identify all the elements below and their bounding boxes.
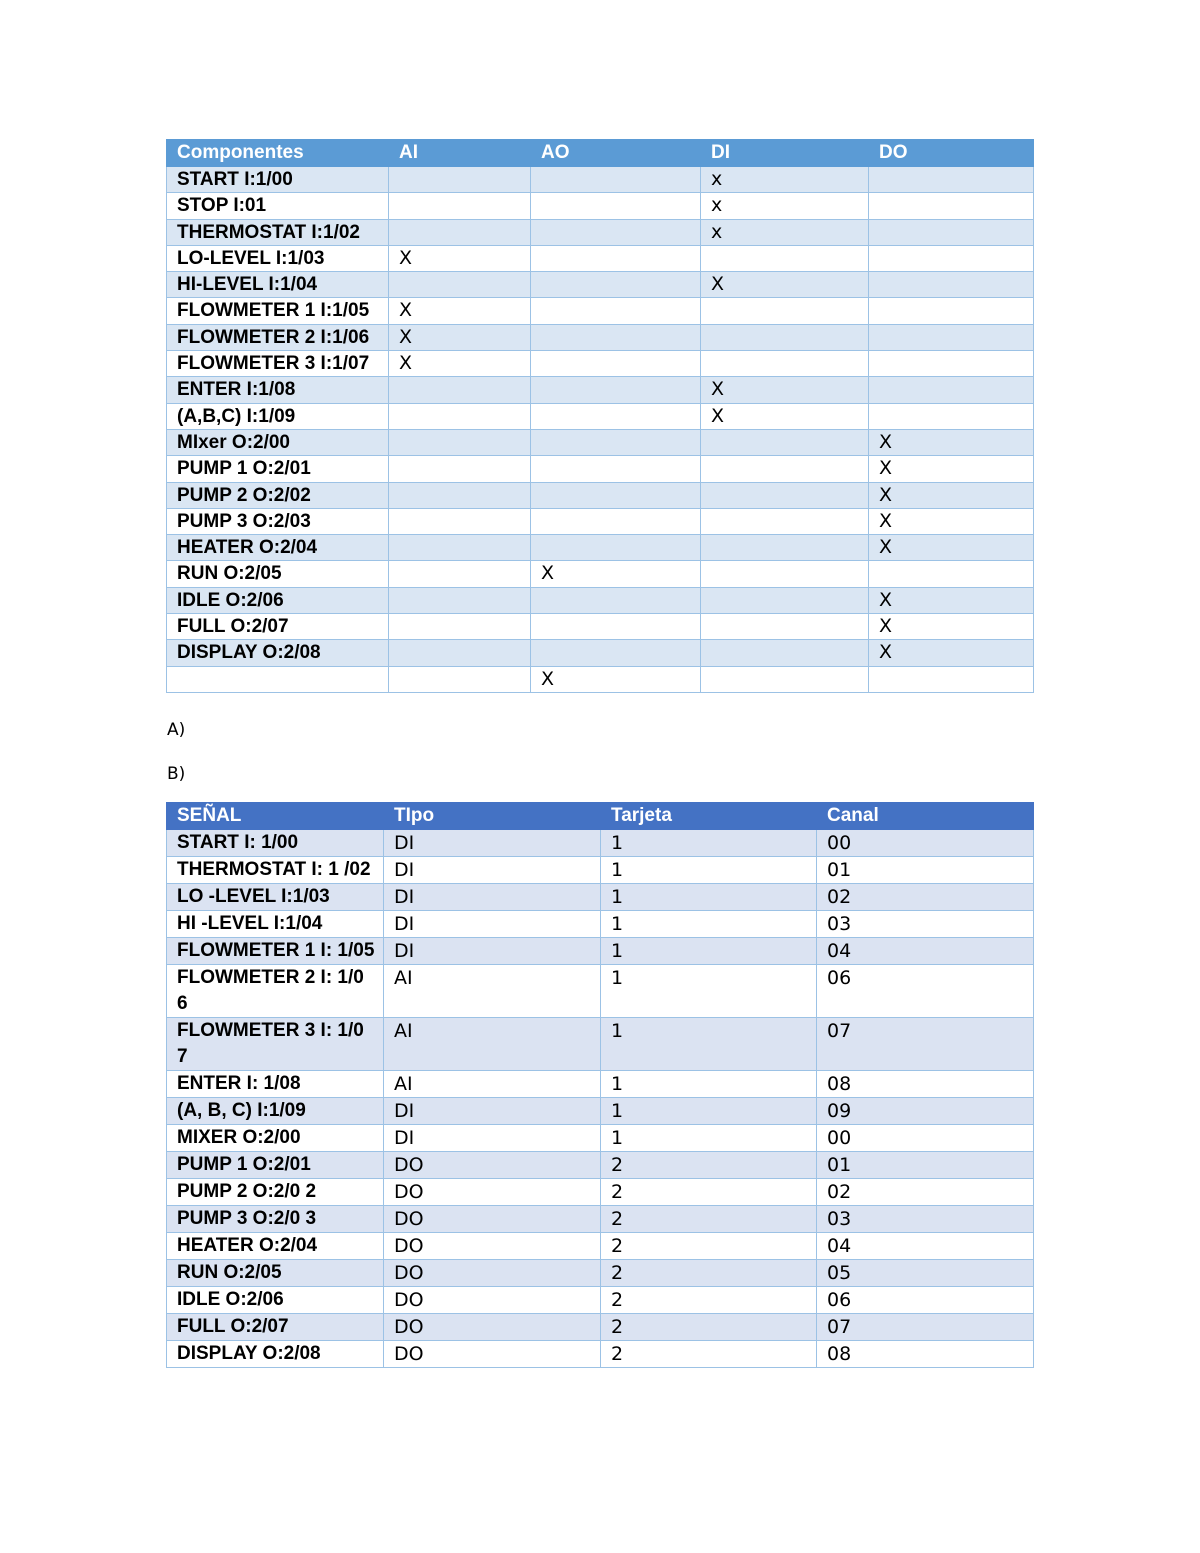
- card-cell: 1: [601, 884, 817, 911]
- signal-cell: PUMP 3 O:2/0 3: [167, 1206, 384, 1233]
- signal-cell: (A, B, C) I:1/09: [167, 1098, 384, 1125]
- table-row: [167, 219, 1034, 245]
- card-cell: 2: [601, 1341, 817, 1368]
- component-cell: (A,B,C) I:1/09: [167, 403, 389, 429]
- type-cell: DO: [384, 1233, 601, 1260]
- component-cell: HEATER O:2/04: [167, 535, 389, 561]
- table-row: [167, 1152, 1034, 1179]
- io-mark-cell: [869, 298, 1034, 324]
- io-mark-cell: [701, 482, 869, 508]
- component-cell: THERMOSTAT I:1/02: [167, 219, 389, 245]
- column-header-tipo: TIpo: [384, 803, 601, 830]
- io-mark-cell: [531, 535, 701, 561]
- table-row: [167, 429, 1034, 455]
- io-mark-cell: [531, 429, 701, 455]
- io-mark-cell: [531, 193, 701, 219]
- io-mark-cell: [389, 193, 531, 219]
- table-row: [167, 482, 1034, 508]
- io-mark-cell: X: [389, 245, 531, 271]
- channel-cell: 08: [817, 1071, 1034, 1098]
- column-header-ao: AO: [531, 140, 701, 167]
- io-mark-cell: [869, 167, 1034, 193]
- type-cell: AI: [384, 965, 601, 1018]
- io-mark-cell: [701, 351, 869, 377]
- io-mark-cell: [531, 272, 701, 298]
- io-mark-cell: [531, 614, 701, 640]
- card-cell: 1: [601, 830, 817, 857]
- component-cell: IDLE O:2/06: [167, 587, 389, 613]
- io-mark-cell: [389, 403, 531, 429]
- signal-cell: DISPLAY O:2/08: [167, 1341, 384, 1368]
- io-mark-cell: [701, 508, 869, 534]
- component-cell: ENTER I:1/08: [167, 377, 389, 403]
- io-mark-cell: x: [701, 219, 869, 245]
- table-row: [167, 1018, 1034, 1071]
- section-label-b: B): [167, 764, 186, 784]
- type-cell: DI: [384, 1098, 601, 1125]
- io-mark-cell: [389, 508, 531, 534]
- channel-cell: 07: [817, 1018, 1034, 1071]
- io-mark-cell: [531, 640, 701, 666]
- signal-cell: THERMOSTAT I: 1 /02: [167, 857, 384, 884]
- io-mark-cell: [389, 640, 531, 666]
- table-row: [167, 1341, 1034, 1368]
- io-mark-cell: [389, 272, 531, 298]
- card-cell: 2: [601, 1260, 817, 1287]
- io-mark-cell: [701, 666, 869, 692]
- io-mark-cell: [701, 535, 869, 561]
- channel-cell: 05: [817, 1260, 1034, 1287]
- io-mark-cell: X: [701, 377, 869, 403]
- channel-cell: 04: [817, 938, 1034, 965]
- channel-cell: 03: [817, 1206, 1034, 1233]
- signal-cell: IDLE O:2/06: [167, 1287, 384, 1314]
- io-mark-cell: X: [389, 298, 531, 324]
- io-mark-cell: X: [389, 351, 531, 377]
- io-mark-cell: [531, 482, 701, 508]
- column-header-canal: Canal: [817, 803, 1034, 830]
- io-mark-cell: [869, 403, 1034, 429]
- type-cell: AI: [384, 1071, 601, 1098]
- type-cell: DO: [384, 1314, 601, 1341]
- type-cell: DI: [384, 830, 601, 857]
- component-cell: START I:1/00: [167, 167, 389, 193]
- io-mark-cell: x: [701, 193, 869, 219]
- signal-cell: PUMP 2 O:2/0 2: [167, 1179, 384, 1206]
- component-cell: LO-LEVEL I:1/03: [167, 245, 389, 271]
- section-label-a: A): [167, 720, 186, 740]
- card-cell: 2: [601, 1206, 817, 1233]
- io-mark-cell: X: [389, 324, 531, 350]
- card-cell: 1: [601, 857, 817, 884]
- table-row: [167, 377, 1034, 403]
- io-mark-cell: [701, 245, 869, 271]
- card-cell: 1: [601, 1018, 817, 1071]
- card-cell: 1: [601, 1125, 817, 1152]
- signal-cell: FULL O:2/07: [167, 1314, 384, 1341]
- table-row: [167, 1233, 1034, 1260]
- io-mark-cell: [531, 167, 701, 193]
- component-cell: FLOWMETER 3 I:1/07: [167, 351, 389, 377]
- io-mark-cell: [869, 324, 1034, 350]
- signal-cell: FLOWMETER 2 I: 1/0 6: [167, 965, 384, 1018]
- io-mark-cell: X: [869, 456, 1034, 482]
- component-cell: DISPLAY O:2/08: [167, 640, 389, 666]
- io-mark-cell: [701, 324, 869, 350]
- io-mark-cell: [389, 167, 531, 193]
- channel-cell: 07: [817, 1314, 1034, 1341]
- card-cell: 2: [601, 1314, 817, 1341]
- table-row: [167, 1179, 1034, 1206]
- table-row: [167, 1206, 1034, 1233]
- type-cell: DI: [384, 938, 601, 965]
- type-cell: DO: [384, 1179, 601, 1206]
- table-row: [167, 1287, 1034, 1314]
- io-mark-cell: [869, 272, 1034, 298]
- io-mark-cell: [701, 429, 869, 455]
- io-mark-cell: [389, 561, 531, 587]
- table-row: [167, 1260, 1034, 1287]
- table-row: [167, 272, 1034, 298]
- io-mark-cell: [389, 429, 531, 455]
- table-row: [167, 614, 1034, 640]
- table-row: [167, 245, 1034, 271]
- io-mark-cell: [701, 456, 869, 482]
- io-mark-cell: [389, 666, 531, 692]
- component-cell: PUMP 3 O:2/03: [167, 508, 389, 534]
- channel-cell: 02: [817, 1179, 1034, 1206]
- io-mark-cell: [389, 456, 531, 482]
- table-row: [167, 640, 1034, 666]
- table-row: [167, 857, 1034, 884]
- io-mark-cell: [869, 377, 1034, 403]
- component-cell: FLOWMETER 1 I:1/05: [167, 298, 389, 324]
- column-header-di: DI: [701, 140, 869, 167]
- io-mark-cell: X: [531, 666, 701, 692]
- type-cell: DI: [384, 911, 601, 938]
- table-row: [167, 456, 1034, 482]
- table-row: [167, 587, 1034, 613]
- component-cell: PUMP 1 O:2/01: [167, 456, 389, 482]
- io-mark-cell: X: [869, 508, 1034, 534]
- card-cell: 2: [601, 1179, 817, 1206]
- signal-cell: PUMP 1 O:2/01: [167, 1152, 384, 1179]
- io-mark-cell: X: [531, 561, 701, 587]
- column-header-componentes: Componentes: [167, 140, 389, 167]
- channel-cell: 00: [817, 1125, 1034, 1152]
- io-mark-cell: [531, 298, 701, 324]
- type-cell: DO: [384, 1260, 601, 1287]
- signal-cell: ENTER I: 1/08: [167, 1071, 384, 1098]
- component-cell: FULL O:2/07: [167, 614, 389, 640]
- card-cell: 1: [601, 965, 817, 1018]
- channel-cell: 03: [817, 911, 1034, 938]
- signal-cell: HI -LEVEL I:1/04: [167, 911, 384, 938]
- io-mark-cell: X: [701, 403, 869, 429]
- io-mark-cell: [389, 219, 531, 245]
- card-cell: 1: [601, 911, 817, 938]
- signal-cell: LO -LEVEL I:1/03: [167, 884, 384, 911]
- table-row: [167, 938, 1034, 965]
- io-mark-cell: [869, 193, 1034, 219]
- table-row: [167, 403, 1034, 429]
- signal-cell: RUN O:2/05: [167, 1260, 384, 1287]
- io-mark-cell: [389, 535, 531, 561]
- table-row: [167, 666, 1034, 692]
- type-cell: DI: [384, 1125, 601, 1152]
- signal-cell: MIXER O:2/00: [167, 1125, 384, 1152]
- io-mark-cell: X: [869, 587, 1034, 613]
- io-mark-cell: [869, 561, 1034, 587]
- type-cell: AI: [384, 1018, 601, 1071]
- signal-cell: HEATER O:2/04: [167, 1233, 384, 1260]
- type-cell: DO: [384, 1341, 601, 1368]
- table-row: [167, 1314, 1034, 1341]
- card-cell: 2: [601, 1287, 817, 1314]
- type-cell: DI: [384, 884, 601, 911]
- io-mark-cell: [531, 351, 701, 377]
- io-mark-cell: X: [869, 482, 1034, 508]
- table-row: [167, 884, 1034, 911]
- column-header-senal: SEÑAL: [167, 803, 384, 830]
- io-mark-cell: [869, 219, 1034, 245]
- table-row: [167, 911, 1034, 938]
- io-mark-cell: [389, 587, 531, 613]
- io-mark-cell: x: [701, 167, 869, 193]
- card-cell: 1: [601, 1098, 817, 1125]
- channel-cell: 01: [817, 1152, 1034, 1179]
- io-mark-cell: X: [869, 614, 1034, 640]
- io-mark-cell: [869, 245, 1034, 271]
- type-cell: DO: [384, 1206, 601, 1233]
- table-row: [167, 830, 1034, 857]
- signal-cell: START I: 1/00: [167, 830, 384, 857]
- channel-cell: 04: [817, 1233, 1034, 1260]
- table-row: [167, 561, 1034, 587]
- io-mark-cell: X: [869, 640, 1034, 666]
- column-header-ai: AI: [389, 140, 531, 167]
- io-mark-cell: [869, 351, 1034, 377]
- component-cell: MIxer O:2/00: [167, 429, 389, 455]
- io-mark-cell: X: [869, 535, 1034, 561]
- channel-cell: 08: [817, 1341, 1034, 1368]
- table-header-row: [167, 140, 1034, 167]
- table-row: [167, 324, 1034, 350]
- io-mark-cell: [531, 219, 701, 245]
- table-row: [167, 508, 1034, 534]
- channel-cell: 02: [817, 884, 1034, 911]
- channel-cell: 00: [817, 830, 1034, 857]
- io-mark-cell: [389, 377, 531, 403]
- component-cell: RUN O:2/05: [167, 561, 389, 587]
- io-mark-cell: [531, 508, 701, 534]
- io-assignment-table: [166, 139, 1034, 693]
- channel-cell: 01: [817, 857, 1034, 884]
- table-row: [167, 535, 1034, 561]
- table-row: [167, 167, 1034, 193]
- channel-cell: 06: [817, 965, 1034, 1018]
- io-mark-cell: [531, 403, 701, 429]
- column-header-do: DO: [869, 140, 1034, 167]
- card-cell: 2: [601, 1233, 817, 1260]
- io-mark-cell: [701, 587, 869, 613]
- io-mark-cell: X: [701, 272, 869, 298]
- io-mark-cell: [531, 245, 701, 271]
- io-mark-cell: [531, 456, 701, 482]
- type-cell: DO: [384, 1152, 601, 1179]
- table-header-row: [167, 803, 1034, 830]
- io-mark-cell: [869, 666, 1034, 692]
- card-cell: 2: [601, 1152, 817, 1179]
- signal-cell: FLOWMETER 1 I: 1/05: [167, 938, 384, 965]
- table-row: [167, 1071, 1034, 1098]
- io-mark-cell: [701, 614, 869, 640]
- table-row: [167, 298, 1034, 324]
- io-mark-cell: [389, 482, 531, 508]
- component-cell: FLOWMETER 2 I:1/06: [167, 324, 389, 350]
- component-cell: [167, 666, 389, 692]
- io-mark-cell: [531, 587, 701, 613]
- table-row: [167, 351, 1034, 377]
- card-cell: 1: [601, 1071, 817, 1098]
- signal-cell: FLOWMETER 3 I: 1/0 7: [167, 1018, 384, 1071]
- io-mark-cell: [701, 298, 869, 324]
- io-mark-cell: [701, 561, 869, 587]
- io-mark-cell: [389, 614, 531, 640]
- channel-cell: 09: [817, 1098, 1034, 1125]
- table-row: [167, 1098, 1034, 1125]
- table-row: [167, 965, 1034, 1018]
- io-mark-cell: [531, 377, 701, 403]
- io-mark-cell: X: [869, 429, 1034, 455]
- signal-channel-table: [166, 802, 1034, 1368]
- channel-cell: 06: [817, 1287, 1034, 1314]
- component-cell: HI-LEVEL I:1/04: [167, 272, 389, 298]
- type-cell: DO: [384, 1287, 601, 1314]
- component-cell: STOP I:01: [167, 193, 389, 219]
- table-row: [167, 193, 1034, 219]
- io-mark-cell: [701, 640, 869, 666]
- type-cell: DI: [384, 857, 601, 884]
- io-mark-cell: [531, 324, 701, 350]
- column-header-tarjeta: Tarjeta: [601, 803, 817, 830]
- component-cell: PUMP 2 O:2/02: [167, 482, 389, 508]
- table-row: [167, 1125, 1034, 1152]
- card-cell: 1: [601, 938, 817, 965]
